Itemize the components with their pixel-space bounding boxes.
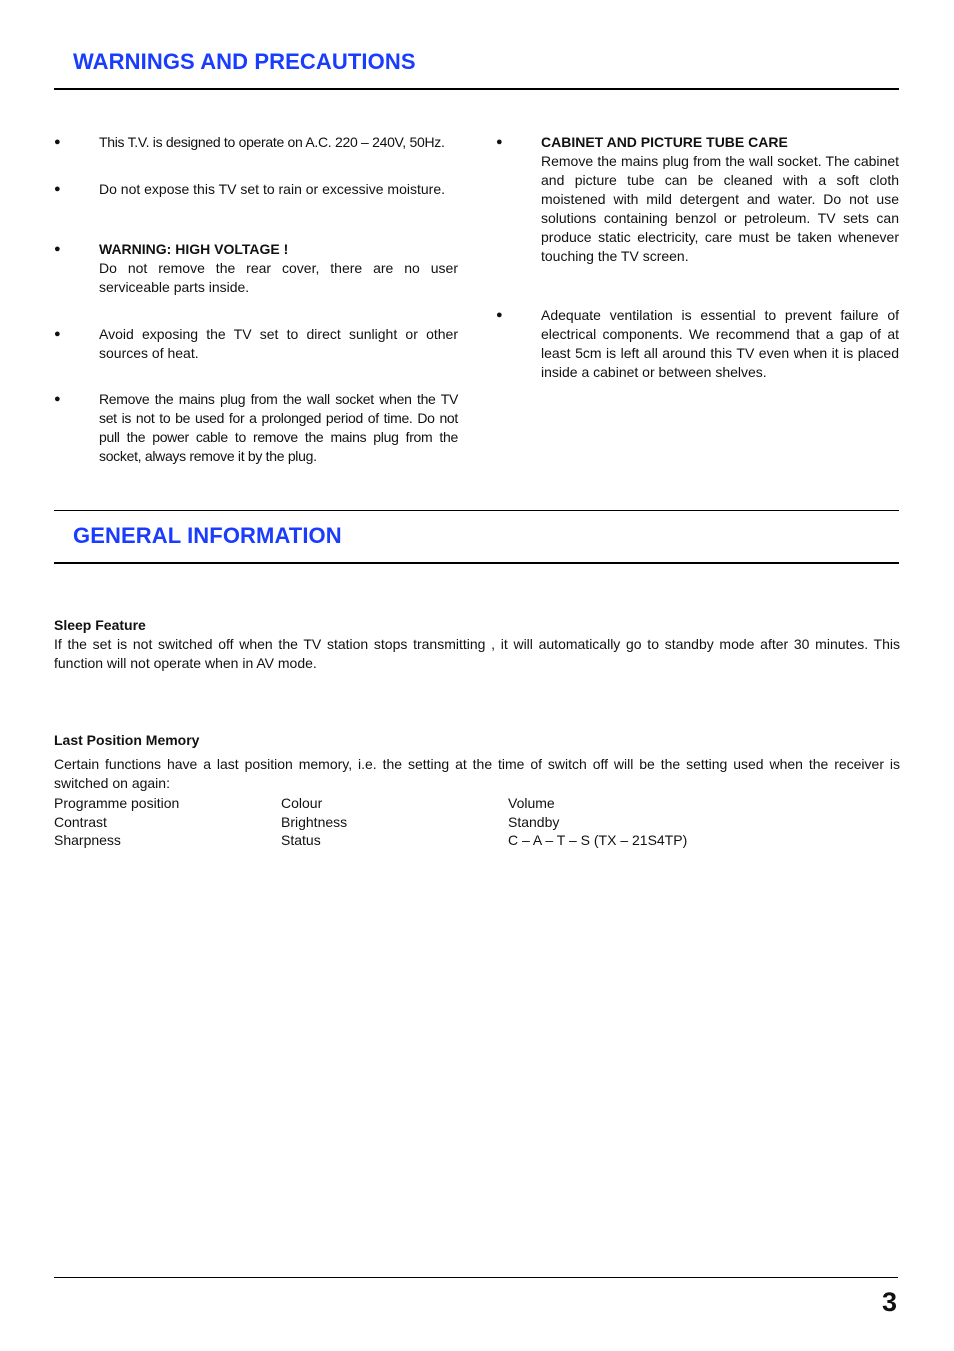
warning-text: Avoid exposing the TV set to direct sunlight or other sources of heat.	[99, 326, 458, 361]
memory-item: Brightness	[281, 813, 348, 830]
warning-text: This T.V. is designed to operate on A.C. 220 – 240V, 50Hz.	[99, 134, 445, 150]
sleep-feature	[54, 616, 900, 673]
memory-item: Standby	[508, 813, 560, 830]
bullet-icon: ●	[496, 136, 503, 148]
memory-item: C – A – T – S (TX – 21S4TP)	[508, 832, 688, 848]
warning-text: Remove the mains plug from the wall socket. The cabinet and picture tube can be cleaned with a soft cloth moistened with mild detergent and water. Do not use solutions containing benzol or petroleum. TV sets can produce static electricity, care must be taken whenever touching the TV screen.	[541, 153, 899, 264]
warning-heading: CABINET AND PICTURE TUBE CARE	[541, 134, 788, 150]
memory-item: Volume	[508, 795, 555, 811]
general-title-rule	[54, 562, 899, 564]
general-title: GENERAL INFORMATION	[73, 523, 342, 548]
memory-heading: Last Position Memory	[54, 732, 200, 748]
bullet-icon: ●	[496, 309, 503, 321]
page-number: 3	[881, 1287, 897, 1317]
memory-item: Status	[281, 832, 321, 848]
warning-heading: WARNING: HIGH VOLTAGE !	[99, 241, 289, 257]
memory-item: Programme position	[54, 795, 180, 811]
warning-text: Do not remove the rear cover, there are no user serviceable parts inside.	[99, 260, 458, 295]
memory-item: Colour	[281, 795, 323, 811]
warnings-title: WARNINGS AND PRECAUTIONS	[73, 49, 416, 74]
warning-text: Adequate ventilation is essential to prevent failure of electrical components. We recommend that a gap of at least 5cm is left all around this TV even when it is placed inside a cabinet or between shelves.	[541, 307, 899, 380]
memory-item: Sharpness	[54, 832, 121, 848]
bullet-icon: ●	[54, 328, 61, 340]
warnings-title-rule	[54, 88, 899, 90]
warning-text: Do not expose this TV set to rain or excessive moisture.	[99, 181, 446, 197]
sleep-feature-heading: Sleep Feature	[54, 617, 146, 633]
general-top-rule	[54, 510, 899, 511]
bullet-icon: ●	[54, 393, 61, 405]
memory-item: Contrast	[54, 813, 107, 830]
warning-content	[99, 240, 458, 297]
bullet-icon: ●	[54, 243, 61, 255]
last-position-memory	[54, 731, 900, 793]
warning-text: Remove the mains plug from the wall socket when the TV set is not to be used for a prolonged period of time. Do not pull the power cable to remove the mains plug from the socket, always remove it by the plug.	[99, 391, 458, 464]
footer-rule	[54, 1277, 898, 1278]
bullet-icon: ●	[54, 183, 61, 195]
warning-content	[541, 133, 899, 266]
bullet-icon: ●	[54, 136, 61, 148]
sleep-feature-text: If the set is not switched off when the TV station stops transmitting , it will automatically go to standby mode after 30 minutes. This function will not operate when in AV mode.	[54, 636, 900, 671]
memory-text: Certain functions have a last position memory, i.e. the setting at the time of switch off will be the setting used when the receiver is switched on again:	[54, 756, 900, 791]
